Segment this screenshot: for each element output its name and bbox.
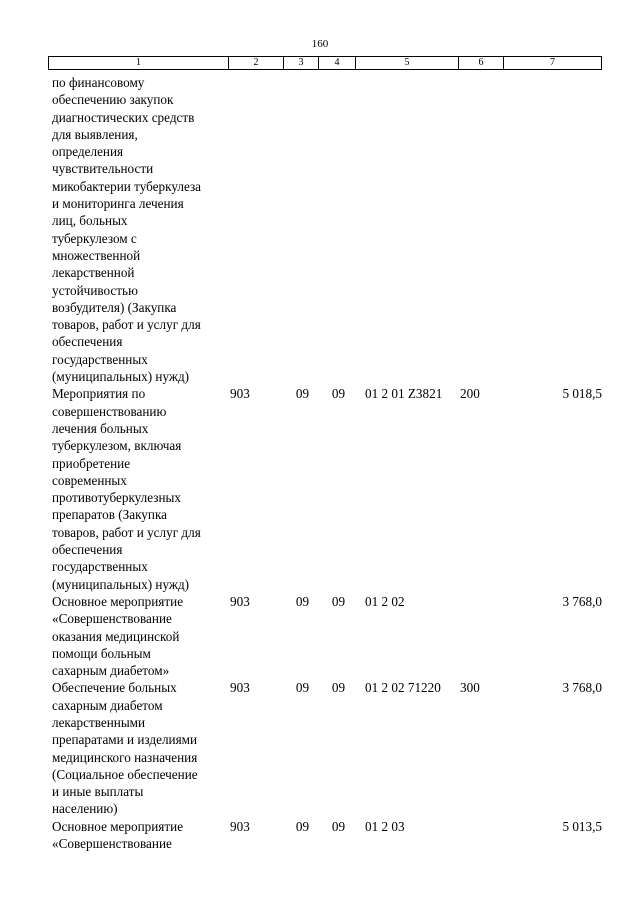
description-line: товаров, работ и услуг для (52, 524, 201, 540)
description-line: сахарным диабетом» (52, 663, 170, 679)
table-header (48, 56, 602, 70)
table-row (52, 679, 602, 817)
expense-type-code (460, 593, 505, 679)
description-line: противотуберкулезных (52, 490, 181, 506)
row-description (52, 818, 230, 853)
description-line: диагностических средств (52, 109, 195, 125)
amount: 3 768,0 (562, 593, 602, 609)
description-line: приобретение (52, 455, 131, 471)
section-code (285, 74, 320, 385)
description-line: Мероприятия по (52, 386, 146, 402)
header-col-5: 5 (356, 57, 459, 69)
description-line: лекарственной (52, 265, 135, 281)
description-line: и иные выплаты (52, 784, 144, 800)
expense-type-code: 200 (460, 386, 480, 402)
target-article-code: 01 2 02 71220 (365, 680, 441, 696)
description-line: возбудителя) (Закупка (52, 299, 177, 315)
section-code: 09 (295, 680, 310, 696)
expense-type-code (460, 74, 505, 385)
description-line: для выявления, (52, 126, 138, 142)
header-col-7: 7 (550, 57, 555, 68)
table-row (52, 385, 602, 593)
description-line: (Социальное обеспечение (52, 766, 198, 782)
target-article-code: 01 2 02 (365, 593, 405, 609)
table-row (52, 818, 602, 853)
row-description (52, 593, 230, 679)
target-article-code (357, 74, 460, 385)
header-col-2: 2 (229, 57, 284, 69)
description-line: туберкулезом, включая (52, 438, 182, 454)
description-line: населению) (52, 801, 118, 817)
description-line: «Совершенствование (52, 836, 172, 852)
admin-code (230, 74, 285, 385)
description-line: лекарственными (52, 714, 146, 730)
description-line: туберкулезом с (52, 230, 137, 246)
subsection-code: 09 (331, 818, 346, 834)
description-line: чувствительности (52, 161, 154, 177)
admin-code: 903 (230, 680, 250, 696)
expense-type-code: 300 (460, 680, 480, 696)
target-article-code: 01 2 03 (365, 818, 405, 834)
amount: 3 768,0 (562, 680, 602, 696)
row-description (52, 679, 230, 817)
description-line: устойчивостью (52, 282, 138, 298)
description-line: товаров, работ и услуг для (52, 317, 201, 333)
target-article-code: 01 2 01 Z3821 (365, 386, 443, 402)
header-col-3: 3 (284, 57, 319, 69)
section-code: 09 (295, 593, 310, 609)
description-line: препаратами и изделиями (52, 732, 198, 748)
table-body (52, 74, 602, 852)
description-line: лечения больных (52, 420, 149, 436)
subsection-code: 09 (331, 386, 346, 402)
description-line: медицинского назначения (52, 749, 198, 765)
description-line: Основное мероприятие (52, 593, 184, 609)
description-line: государственных (52, 351, 148, 367)
row-description (52, 74, 230, 385)
description-line: сахарным диабетом (52, 697, 163, 713)
header-col-4: 4 (319, 57, 356, 69)
table-row (52, 74, 602, 385)
description-line: Обеспечение больных (52, 680, 177, 696)
description-line: оказания медицинской (52, 628, 180, 644)
description-line: (муниципальных) нужд) (52, 369, 190, 385)
description-line: помощи больным (52, 645, 151, 661)
description-line: обеспечения (52, 542, 123, 558)
amount (505, 74, 602, 385)
header-col-1: 1 (49, 57, 229, 69)
admin-code: 903 (230, 818, 250, 834)
description-line: микобактерии туберкулеза (52, 178, 202, 194)
header-col-6: 6 (459, 57, 504, 69)
description-line: по финансовому (52, 75, 145, 90)
description-line: лиц, больных (52, 213, 128, 229)
subsection-code: 09 (331, 680, 346, 696)
description-line: «Совершенствование (52, 611, 172, 627)
description-line: современных (52, 472, 127, 488)
description-line: совершенствованию (52, 403, 167, 419)
page-number: 160 (311, 38, 329, 50)
amount: 5 018,5 (562, 386, 602, 402)
table-row (52, 593, 602, 679)
section-code: 09 (295, 386, 310, 402)
description-line: препаратов (Закупка (52, 507, 168, 523)
section-code: 09 (295, 818, 310, 834)
description-line: Основное мероприятие (52, 818, 184, 834)
description-line: определения (52, 144, 124, 160)
admin-code: 903 (230, 386, 250, 402)
subsection-code: 09 (331, 593, 346, 609)
amount: 5 013,5 (562, 818, 602, 834)
description-line: и мониторинга лечения (52, 196, 184, 212)
description-line: государственных (52, 559, 148, 575)
description-line: (муниципальных) нужд) (52, 576, 190, 592)
expense-type-code (460, 818, 505, 853)
description-line: обеспечению закупок (52, 92, 174, 108)
admin-code: 903 (230, 593, 250, 609)
subsection-code (320, 74, 357, 385)
row-description (52, 385, 230, 593)
description-line: множественной (52, 247, 141, 263)
description-line: обеспечения (52, 334, 123, 350)
